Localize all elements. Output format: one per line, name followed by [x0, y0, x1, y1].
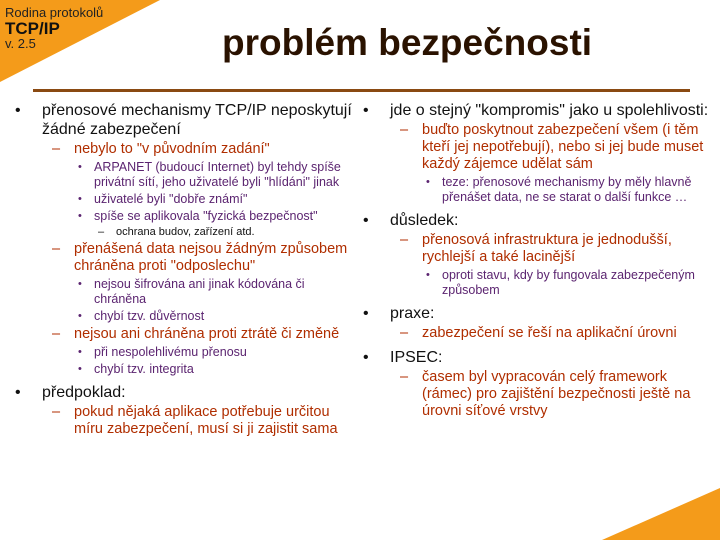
bullet-text: předpoklad:	[42, 384, 126, 401]
detail-text: při nespolehlivému přenosu	[94, 345, 247, 359]
left-column	[12, 98, 357, 438]
detail-bullet	[74, 192, 357, 207]
fine-text: ochrana budov, zařízení atd.	[116, 226, 255, 238]
detail-text: chybí tzv. integrita	[94, 362, 194, 376]
sub-bullet-text: zabezpečení se řeší na aplikační úrovni	[422, 325, 677, 341]
detail-bullet	[74, 160, 357, 190]
corner-decoration-bottom-right	[602, 488, 720, 540]
series-name: Rodina protokolů	[5, 5, 104, 20]
fine-bullet	[94, 226, 357, 239]
sub-bullet	[42, 241, 357, 324]
slide-title: problém bezpečnosti	[222, 22, 593, 63]
detail-bullet	[74, 209, 357, 239]
detail-bullet	[74, 277, 357, 307]
sub-bullet	[42, 404, 357, 438]
bullet-text: jde o stejný "kompromis" jako u spolehlivosti:	[390, 102, 709, 119]
sub-bullet-text: pokud nějaká aplikace potřebuje určitou míru zabezpečení, musí si ji zajistit sama	[74, 404, 338, 437]
sub-bullet	[390, 369, 712, 420]
detail-text: teze: přenosové mechanismy by měly hlavně přenášet data, ne se starat o další funkce …	[442, 175, 692, 204]
detail-bullet	[74, 309, 357, 324]
sub-bullet-text: časem byl vypracován celý framework (rámec) pro zajištění bezpečnosti ještě na úrovni síťové vrstvy	[422, 369, 691, 419]
detail-text: chybí tzv. důvěrnost	[94, 309, 205, 323]
series-label	[5, 6, 103, 51]
bullet-assumption	[12, 383, 357, 438]
bullet-text: přenosové mechanismy TCP/IP neposkytují žádné zabezpečení	[42, 102, 352, 138]
bullet-text: praxe:	[390, 305, 435, 322]
sub-bullet-text: nejsou ani chráněna proti ztrátě či změně	[74, 326, 340, 342]
series-protocol: TCP/IP	[5, 18, 60, 38]
bullet-ipsec	[360, 348, 712, 420]
bullet-text: IPSEC:	[390, 349, 443, 366]
sub-bullet	[390, 122, 712, 205]
bullet-consequence	[360, 211, 712, 298]
sub-bullet-text: nebylo to "v původním zadání"	[74, 141, 270, 157]
sub-bullet-text: přenosová infrastruktura je jednodušší, rychlejší a také lacinější	[422, 232, 672, 265]
right-column	[360, 98, 712, 420]
sub-bullet	[390, 232, 712, 298]
detail-text: nejsou šifrována ani jinak kódována či chráněna	[94, 277, 305, 306]
series-version: v. 2.5	[5, 36, 36, 52]
detail-bullet	[422, 175, 712, 205]
bullet-no-security	[12, 101, 357, 377]
sub-bullet-text: buďto poskytnout zabezpečení všem (i těm kteří jej nepotřebují), nebo si jej bude muset každý zájemce udělat sám	[422, 122, 704, 172]
detail-bullet	[74, 362, 357, 377]
detail-text: spíše se aplikovala "fyzická bezpečnost"	[94, 209, 318, 223]
sub-bullet	[390, 325, 712, 342]
sub-bullet	[42, 141, 357, 239]
detail-bullet	[422, 268, 712, 298]
title-divider	[33, 89, 690, 92]
detail-bullet	[74, 345, 357, 360]
detail-text: ARPANET (budoucí Internet) byl tehdy spíše privátní sítí, jeho uživatelé byli "hlídáni" jinak	[94, 160, 341, 189]
bullet-compromise	[360, 101, 712, 205]
detail-text: uživatelé byli "dobře známí"	[94, 192, 248, 206]
bullet-practice	[360, 304, 712, 342]
bullet-text: důsledek:	[390, 212, 459, 229]
sub-bullet	[42, 326, 357, 377]
sub-bullet-text: přenášená data nejsou žádným způsobem chráněna proti "odposlechu"	[74, 241, 348, 274]
detail-text: oproti stavu, kdy by fungovala zabezpečeným způsobem	[442, 268, 695, 297]
